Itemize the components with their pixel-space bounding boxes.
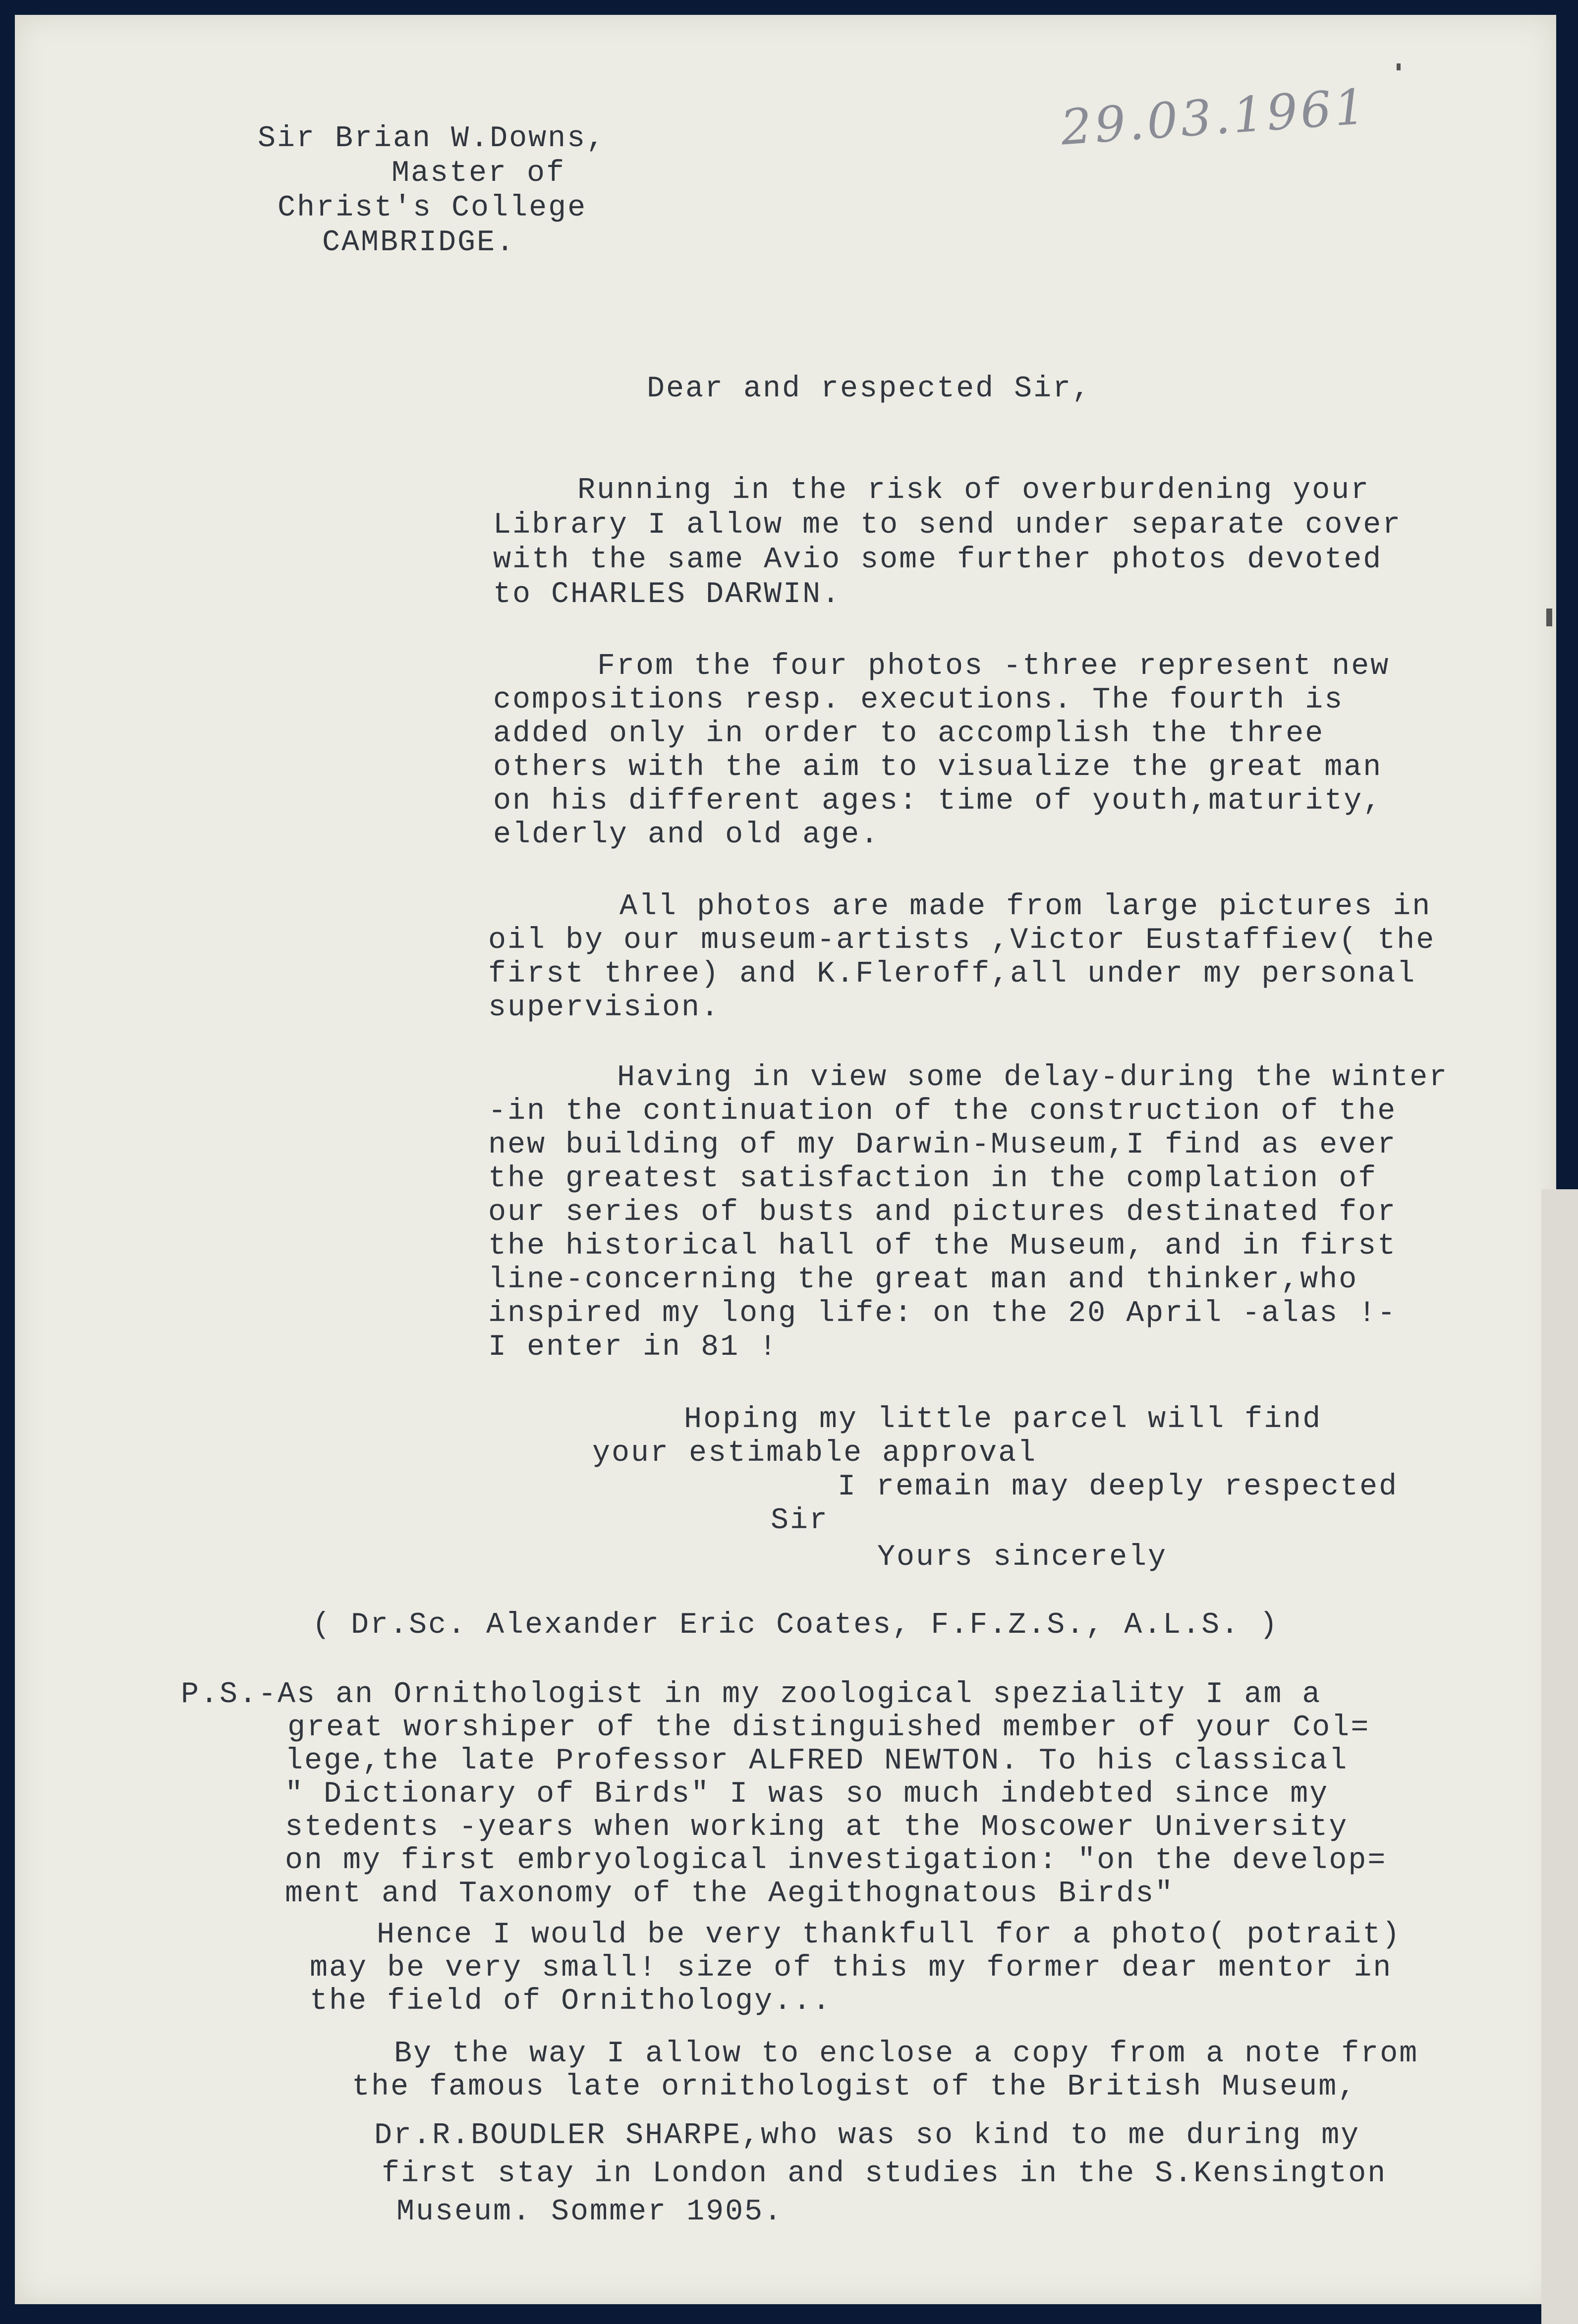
ps-line: first stay in London and studies in the S.Kensington <box>382 2157 1387 2191</box>
body-line: From the four photos -three represent new <box>597 650 1390 683</box>
ps-line: stedents -years when working at the Moscower University <box>285 1811 1349 1844</box>
body-line: first three) and K.Fleroff,all under my personal <box>488 957 1416 991</box>
body-line: supervision. <box>488 991 721 1025</box>
stray-mark <box>1397 63 1401 70</box>
body-line: Having in view some delay-during the winter <box>617 1061 1449 1095</box>
body-line: compositions resp. executions. The fourth is <box>493 683 1344 717</box>
body-line: -in the continuation of the construction of the <box>488 1095 1397 1128</box>
ps-line: Hence I would be very thankfull for a photo( potrait) <box>377 1918 1402 1952</box>
body-line: inspired my long life: on the 20 April -alas !- <box>488 1297 1397 1330</box>
address-line: Master of <box>392 157 566 190</box>
body-line: Library I allow me to send under separate cover <box>493 508 1402 542</box>
address-line: Sir Brian W.Downs, <box>258 122 606 156</box>
ps-line: may be very small! size of this my former dear mentor in <box>310 1951 1393 1985</box>
ps-line: lege,the late Professor ALFRED NEWTON. To his classical <box>285 1744 1349 1778</box>
ps-line: great worshiper of the distinguished member of your Col= <box>287 1711 1370 1745</box>
salutation: Dear and respected Sir, <box>647 372 1092 406</box>
body-line: added only in order to accomplish the three <box>493 717 1325 751</box>
ps-line: " Dictionary of Birds" I was so much indebted since my <box>285 1777 1329 1811</box>
ps-line: P.S.-As an Ornithologist in my zoological speziality I am a <box>181 1678 1322 1712</box>
body-line: on his different ages: time of youth,maturity, <box>493 784 1383 818</box>
body-line: Running in the risk of overburdening your <box>577 474 1370 507</box>
ps-line: By the way I allow to enclose a copy from a note from <box>394 2037 1419 2071</box>
signature-line: ( Dr.Sc. Alexander Eric Coates, F.F.Z.S., A.L.S. ) <box>312 1608 1279 1642</box>
closing-line: your estimable approval <box>592 1437 1037 1470</box>
ps-line: Dr.R.BOUDLER SHARPE,who was so kind to me during my <box>374 2119 1360 2153</box>
body-line: to CHARLES DARWIN. <box>493 578 842 611</box>
closing-line: Yours sincerely <box>877 1541 1168 1574</box>
stray-mark <box>1546 609 1552 626</box>
body-line: others with the aim to visualize the great man <box>493 751 1383 784</box>
handwritten-date: 29.03.1961 <box>1059 78 1370 157</box>
address-line: CAMBRIDGE. <box>322 226 516 260</box>
body-line: I enter in 81 ! <box>488 1330 779 1364</box>
closing-line: Sir <box>771 1504 829 1538</box>
body-line: All photos are made from large pictures in <box>620 890 1432 924</box>
ps-line: the famous late ornithologist of the British Museum, <box>352 2070 1357 2104</box>
body-line: with the same Avio some further photos devoted <box>493 543 1383 577</box>
ps-line: Museum. Sommer 1905. <box>396 2195 784 2229</box>
closing-line: Hoping my little parcel will find <box>684 1403 1322 1437</box>
closing-line: I remain may deeply respected <box>838 1470 1399 1504</box>
body-line: our series of busts and pictures destinated for <box>488 1196 1397 1229</box>
address-line: Christ's College <box>278 191 587 225</box>
underlying-sheet-edge <box>1541 1189 1578 2324</box>
body-line: line-concerning the great man and thinker,who <box>488 1263 1358 1297</box>
ps-line: ment and Taxonomy of the Aegithognatous Birds" <box>285 1877 1175 1911</box>
body-line: the greatest satisfaction in the complation of <box>488 1162 1378 1196</box>
ps-line: on my first embryological investigation: "on the develop= <box>285 1844 1387 1878</box>
body-line: oil by our museum-artists ,Victor Eustaffiev( the <box>488 924 1436 957</box>
ps-line: the field of Ornithology... <box>310 1985 832 2018</box>
body-line: elderly and old age. <box>493 818 880 852</box>
body-line: new building of my Darwin-Museum,I find as ever <box>488 1128 1397 1162</box>
body-line: the historical hall of the Museum, and in first <box>488 1229 1397 1263</box>
